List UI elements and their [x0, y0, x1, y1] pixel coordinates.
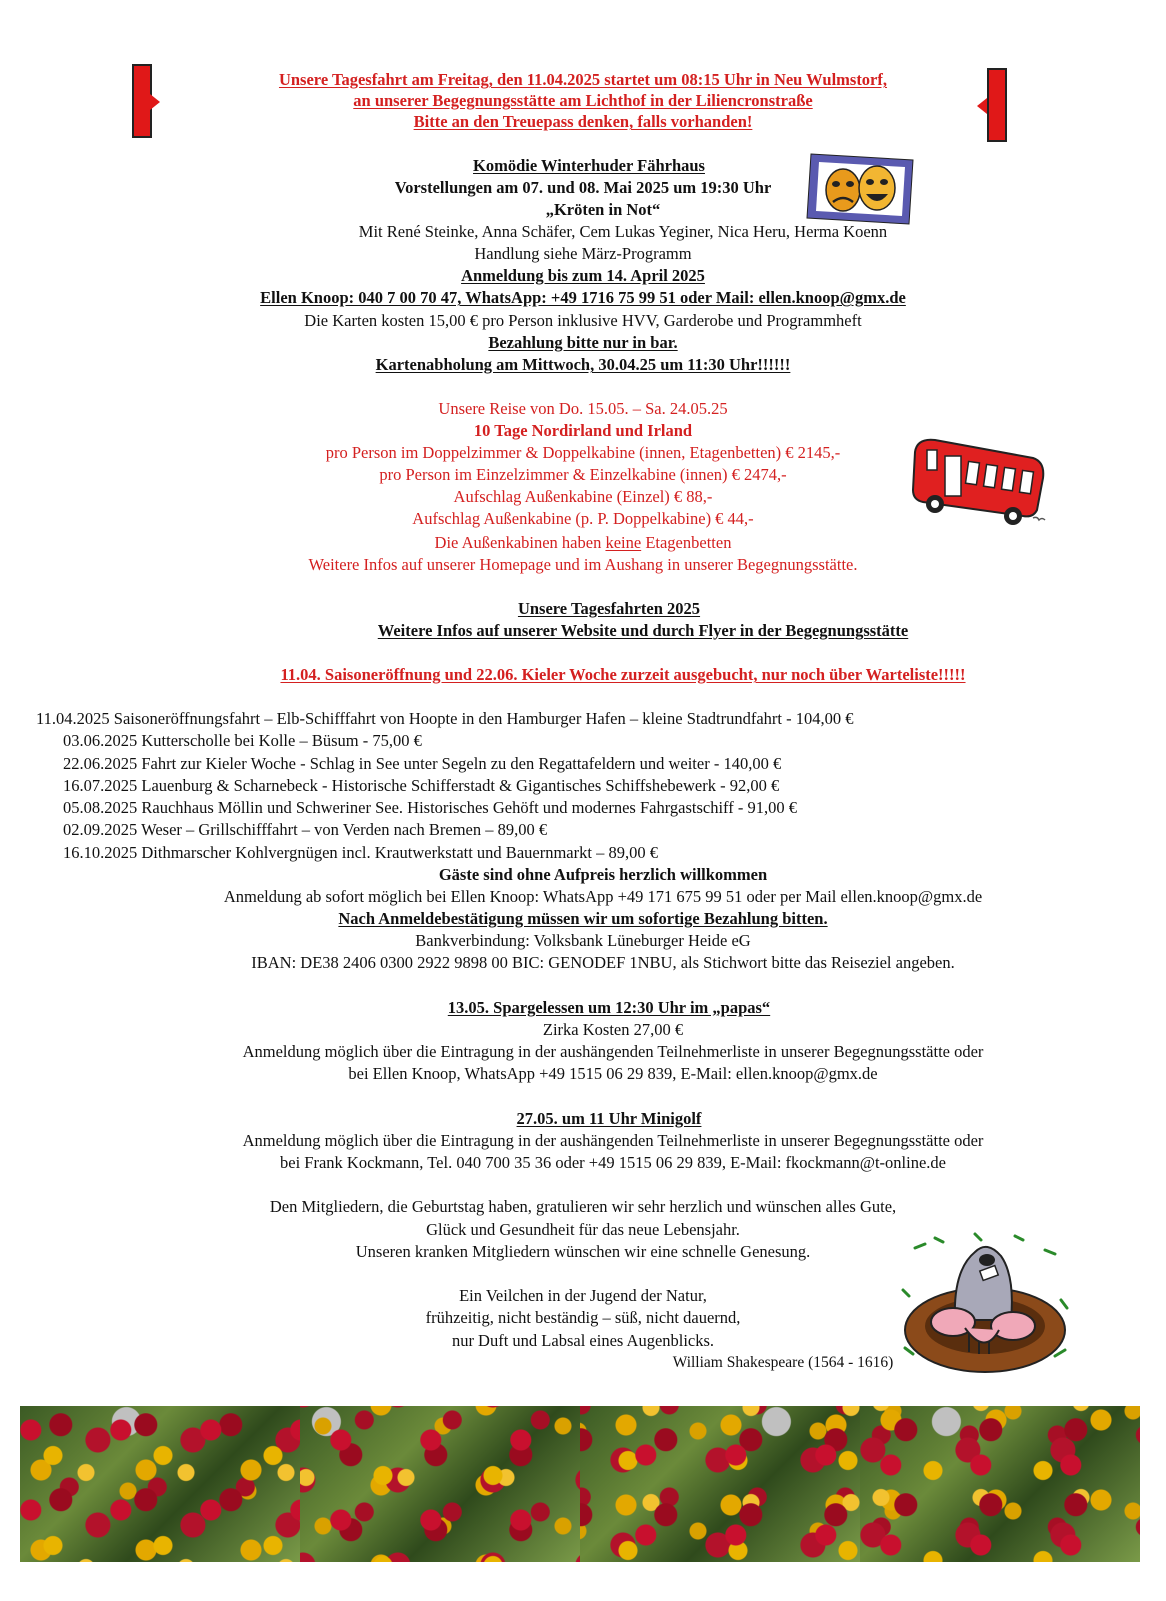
daytrips-payment: Nach Anmeldebestätigung müssen wir um sofortige Bezahlung bitten. [338, 909, 828, 928]
trip-surcharge-double: Aufschlag Außenkabine (p. P. Doppelkabine) € 44,- [412, 509, 754, 528]
greetings-line-3: Unseren kranken Mitgliedern wünschen wir eine schnelle Genesung. [355, 1242, 811, 1261]
poem-line-3: nur Duft und Labsal eines Augenblicks. [451, 1331, 715, 1350]
asparagus-reg-1: Anmeldung möglich über die Eintragung in der aushängenden Teilnehmerliste in unserer Begegnungsstätte oder [242, 1042, 984, 1061]
asparagus-reg-2: bei Ellen Knoop, WhatsApp +49 1515 06 29 839, E-Mail: ellen.knoop@gmx.de [348, 1064, 878, 1083]
theater-pickup: Kartenabholung am Mittwoch, 30.04.25 um 11:30 Uhr!!!!!! [375, 355, 791, 374]
daytrip-item: 16.07.2025 Lauenburg & Scharnebeck - Historische Schifferstadt & Gigantisches Schiffshebewerk - 92,00 € [63, 776, 780, 795]
notice-line-1: Unsere Tagesfahrt am Freitag, den 11.04.2025 startet um 08:15 Uhr in Neu Wulmstorf, [278, 70, 888, 89]
daytrips-guests: Gäste sind ohne Aufpreis herzlich willkommen [438, 865, 768, 884]
trip-bunks-post: Etagenbetten [641, 533, 732, 552]
trip-price-double: pro Person im Doppelzimmer & Doppelkabine (innen, Etagenbetten) € 2145,- [325, 443, 841, 462]
mole-icon [895, 1230, 1075, 1380]
minigolf-reg-2: bei Frank Kockmann, Tel. 040 700 35 36 oder +49 1515 06 29 839, E-Mail: fkockmann@t-online.de [280, 1153, 946, 1172]
trip-more-info: Weitere Infos auf unserer Homepage und im Aushang in unserer Begegnungsstätte. [308, 555, 858, 574]
greetings-line-2: Glück und Gesundheit für das neue Lebensjahr. [426, 1220, 740, 1239]
flower-photo [20, 1406, 300, 1562]
theater-cast: Mit René Steinke, Anna Schäfer, Cem Lukas Yeginer, Nica Heru, Herma Koenn [358, 222, 888, 241]
daytrip-item: 11.04.2025 Saisoneröffnungsfahrt – Elb-Schifffahrt von Hoopte in den Hamburger Hafen – kleine Stadtrundfahrt - 104,00 € [36, 709, 854, 728]
theater-play: „Kröten in Not“ [545, 200, 661, 219]
asparagus-cost: Zirka Kosten 27,00 € [542, 1020, 684, 1039]
trip-dates: Unsere Reise von Do. 15.05. – Sa. 24.05.25 [438, 399, 728, 418]
daytrip-item: 22.06.2025 Fahrt zur Kieler Woche - Schlag in See unter Segeln zu den Regattafeldern und weiter - 140,00 € [63, 754, 782, 773]
minigolf-title: 27.05. um 11 Uhr Minigolf [516, 1109, 702, 1128]
theater-deadline: Anmeldung bis zum 14. April 2025 [461, 266, 705, 285]
minigolf-reg-1: Anmeldung möglich über die Eintragung in der aushängenden Teilnehmerliste in unserer Begegnungsstätte oder [242, 1131, 984, 1150]
trip-title: 10 Tage Nordirland und Irland [473, 421, 693, 440]
daytrip-item: 02.09.2025 Weser – Grillschifffahrt – von Verden nach Bremen – 89,00 € [63, 820, 548, 839]
daytrips-bank: Bankverbindung: Volksbank Lüneburger Heide eG [415, 931, 751, 950]
asparagus-title: 13.05. Spargelessen um 12:30 Uhr im „papas“ [447, 998, 771, 1017]
trip-bunks [0, 533, 1166, 553]
notice-line-3: Bitte an den Treuepass denken, falls vorhanden! [413, 112, 753, 131]
trip-surcharge-single: Aufschlag Außenkabine (Einzel) € 88,- [453, 487, 713, 506]
poem-author: William Shakespeare (1564 - 1616) [672, 1354, 894, 1371]
theater-plot: Handlung siehe März-Programm [474, 244, 692, 263]
theater-dates: Vorstellungen am 07. und 08. Mai 2025 um 19:30 Uhr [394, 178, 772, 197]
daytrips-alert: 11.04. Saisoneröffnung und 22.06. Kieler Woche zurzeit ausgebucht, nur noch über Warteliste!!!!! [280, 665, 966, 684]
daytrips-subheading: Weitere Infos auf unserer Website und durch Flyer in der Begegnungsstätte [377, 621, 909, 640]
theater-price: Die Karten kosten 15,00 € pro Person inklusive HVV, Garderobe und Programmheft [304, 311, 862, 330]
daytrip-item: 16.10.2025 Dithmarscher Kohlvergnügen incl. Krautwerkstatt und Bauernmarkt – 89,00 € [63, 843, 658, 862]
daytrips-heading: Unsere Tagesfahrten 2025 [517, 599, 701, 618]
flower-photo [580, 1406, 860, 1562]
poem-line-1: Ein Veilchen in der Jugend der Natur, [459, 1286, 707, 1305]
daytrip-item: 03.06.2025 Kutterscholle bei Kolle – Büsum - 75,00 € [63, 731, 422, 750]
daytrip-item: 05.08.2025 Rauchhaus Möllin und Schweriner See. Historisches Gehöft und modernes Fahrgastschiff - 91,00 € [63, 798, 797, 817]
poem-line-2: frühzeitig, nicht beständig – süß, nicht dauernd, [425, 1308, 741, 1327]
flower-photo [860, 1406, 1140, 1562]
greetings-line-1: Den Mitgliedern, die Geburtstag haben, gratulieren wir sehr herzlich und wünschen alles Gute, [269, 1197, 897, 1216]
theater-payment: Bezahlung bitte nur in bar. [488, 333, 678, 352]
trip-bunks-keine: keine [605, 533, 642, 552]
theater-title: Komödie Winterhuder Fährhaus [473, 156, 705, 175]
notice-line-2: an unserer Begegnungsstätte am Lichthof in der Liliencronstraße [353, 91, 813, 110]
flower-photo [300, 1406, 580, 1562]
flower-photo-strip [20, 1406, 1140, 1562]
daytrips-iban: IBAN: DE38 2406 0300 2922 9898 00 BIC: GENODEF 1NBU, als Stichwort bitte das Reiseziel angeben. [251, 953, 955, 972]
daytrips-registration: Anmeldung ab sofort möglich bei Ellen Knoop: WhatsApp +49 171 675 99 51 oder per Mail ellen.knoop@gmx.de [223, 887, 983, 906]
theater-contact: Ellen Knoop: 040 7 00 70 47, WhatsApp: +49 1716 75 99 51 oder Mail: ellen.knoop@gmx.de [260, 288, 906, 307]
bus-icon [905, 432, 1051, 528]
trip-price-single: pro Person im Einzelzimmer & Einzelkabine (innen) € 2474,- [379, 465, 787, 484]
trip-bunks-pre: Die Außenkabinen haben [434, 533, 606, 552]
